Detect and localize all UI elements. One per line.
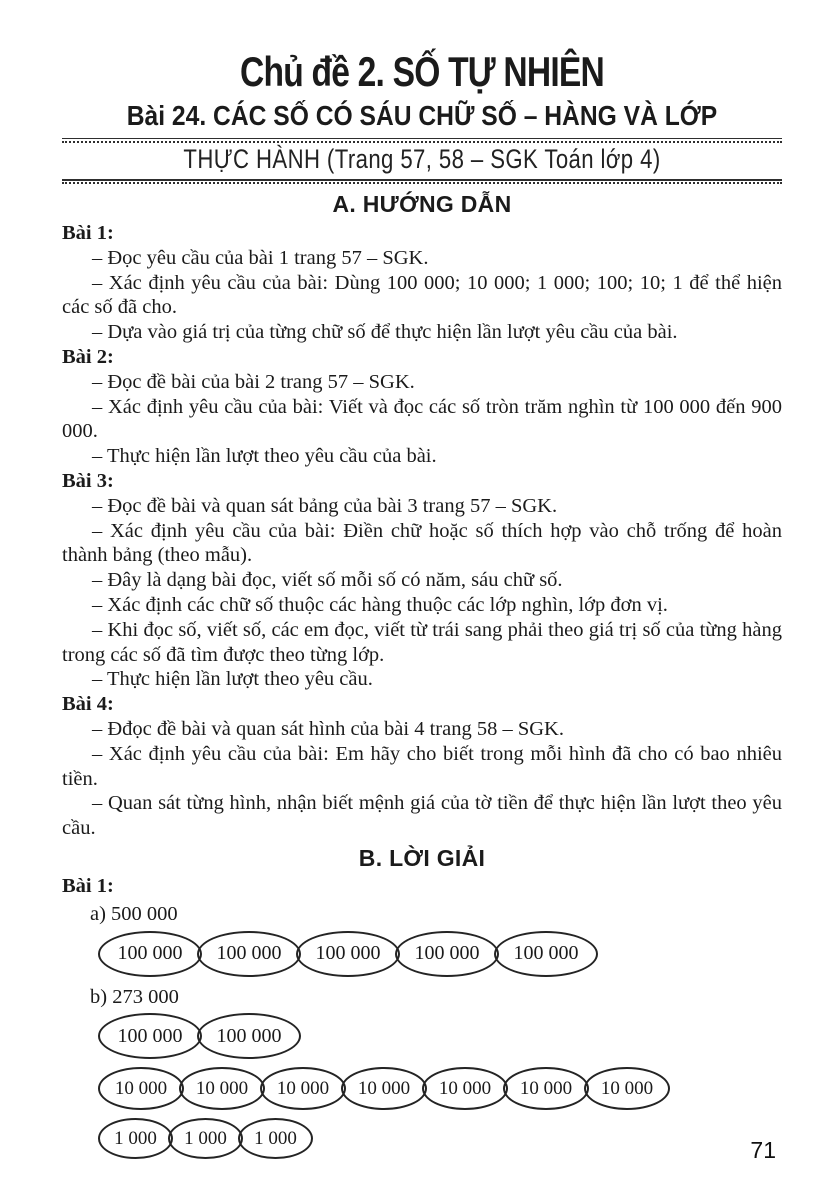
number-oval: 100 000 bbox=[197, 931, 301, 977]
number-oval: 100 000 bbox=[98, 1013, 202, 1059]
guidance-item: – Đđọc đề bài và quan sát hình của bài 4 trang 58 – SGK. bbox=[92, 717, 564, 740]
guidance-item: – Xác định yêu cầu của bài: Em hãy cho biết trong mỗi hình đã cho có bao nhiêu tiền. bbox=[62, 742, 782, 790]
guidance-section bbox=[62, 221, 782, 841]
guidance-item: – Đọc đề bài và quan sát bảng của bài 3 trang 57 – SGK. bbox=[92, 494, 558, 517]
oval-row bbox=[98, 1067, 782, 1110]
number-oval: 1 000 bbox=[168, 1118, 243, 1159]
guidance-item: – Xác định yêu cầu của bài: Dùng 100 000; 10 000; 1 000; 100; 10; 1 để thể hiện các số đã cho. bbox=[62, 271, 782, 319]
number-oval: 10 000 bbox=[422, 1067, 508, 1110]
number-oval: 1 000 bbox=[238, 1118, 313, 1159]
guidance-item: – Quan sát từng hình, nhận biết mệnh giá của tờ tiền để thực hiện lần lượt theo yêu cầu. bbox=[62, 792, 782, 840]
number-oval: 1 000 bbox=[98, 1118, 173, 1159]
page-number: 71 bbox=[750, 1137, 776, 1163]
divider-rule-bottom bbox=[62, 179, 782, 184]
solution-part-label: a) 500 000 bbox=[90, 902, 178, 925]
exercise-block bbox=[62, 221, 782, 345]
practice-heading: THỰC HÀNH (Trang 57, 58 – SGK Toán lớp 4) bbox=[183, 143, 661, 174]
number-oval: 100 000 bbox=[98, 931, 202, 977]
number-oval: 100 000 bbox=[296, 931, 400, 977]
section-b-heading: B. LỜI GIẢI bbox=[358, 844, 486, 871]
guidance-item: – Đọc đề bài của bài 2 trang 57 – SGK. bbox=[92, 370, 415, 393]
lesson-title: Bài 24. CÁC SỐ CÓ SÁU CHỮ SỐ – HÀNG VÀ LỚP bbox=[126, 100, 718, 132]
number-oval: 10 000 bbox=[260, 1067, 346, 1110]
number-oval: 100 000 bbox=[395, 931, 499, 977]
solution-exercise-label: Bài 1: bbox=[62, 874, 114, 897]
guidance-item: – Đọc yêu cầu của bài 1 trang 57 – SGK. bbox=[92, 246, 429, 269]
number-oval: 10 000 bbox=[98, 1067, 184, 1110]
guidance-item: – Đây là dạng bài đọc, viết số mỗi số có năm, sáu chữ số. bbox=[92, 569, 563, 592]
number-oval: 10 000 bbox=[584, 1067, 670, 1110]
exercise-label: Bài 1: bbox=[62, 222, 114, 245]
guidance-item: – Xác định yêu cầu của bài: Viết và đọc các số tròn trăm nghìn từ 100 000 đến 900 000. bbox=[62, 395, 782, 443]
guidance-item: – Xác định yêu cầu của bài: Điền chữ hoặc số thích hợp vào chỗ trống để hoàn thành bảng (theo mẫu). bbox=[62, 519, 782, 567]
solution-section bbox=[62, 902, 782, 1160]
number-oval: 100 000 bbox=[197, 1013, 301, 1059]
guidance-item: – Khi đọc số, viết số, các em đọc, viết từ trái sang phải theo giá trị số của từng hàng trong các số đã tìm được theo từng lớp. bbox=[62, 618, 782, 666]
number-oval: 10 000 bbox=[179, 1067, 265, 1110]
guidance-item: – Dựa vào giá trị của từng chữ số để thực hiện lần lượt yêu cầu của bài. bbox=[92, 321, 678, 344]
section-a-heading: A. HƯỚNG DẪN bbox=[332, 191, 512, 218]
guidance-item: – Xác định các chữ số thuộc các hàng thuộc các lớp nghìn, lớp đơn vị. bbox=[92, 594, 668, 616]
oval-row bbox=[98, 931, 782, 977]
exercise-label: Bài 4: bbox=[62, 693, 114, 716]
number-oval: 10 000 bbox=[341, 1067, 427, 1110]
exercise-block bbox=[62, 345, 782, 469]
oval-row bbox=[98, 1118, 782, 1159]
exercise-label: Bài 2: bbox=[62, 346, 114, 369]
divider-rule-top bbox=[62, 138, 782, 143]
solution-part-label: b) 273 000 bbox=[90, 985, 179, 1008]
number-oval: 100 000 bbox=[494, 931, 598, 977]
guidance-item: – Thực hiện lần lượt theo yêu cầu của bài. bbox=[92, 445, 437, 468]
exercise-block bbox=[62, 692, 782, 841]
chapter-title: Chủ đề 2. SỐ TỰ NHIÊN bbox=[240, 48, 604, 95]
exercise-block bbox=[62, 469, 782, 692]
guidance-item: – Thực hiện lần lượt theo yêu cầu. bbox=[92, 668, 373, 691]
exercise-label: Bài 3: bbox=[62, 470, 114, 493]
oval-row bbox=[98, 1013, 782, 1059]
number-oval: 10 000 bbox=[503, 1067, 589, 1110]
